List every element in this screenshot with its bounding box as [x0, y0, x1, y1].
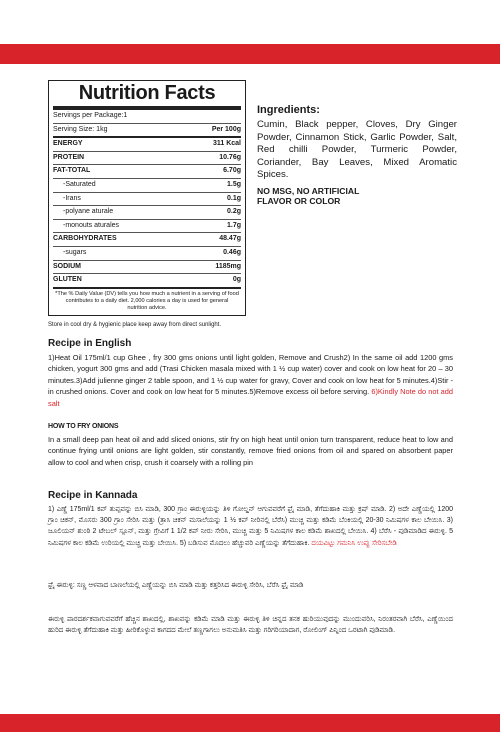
nutrient-row	[53, 233, 241, 247]
serving-size-row: Serving Size: 1kg Per 100g	[53, 124, 241, 139]
top-banner	[0, 0, 500, 67]
nutrition-facts-title: Nutrition Facts	[53, 81, 241, 110]
bottom-banner	[0, 700, 500, 750]
nutrient-label: PROTEIN	[53, 153, 85, 161]
nutrient-label: GLUTEN	[53, 276, 82, 284]
nutrient-row	[53, 261, 241, 275]
kannada-fry-heading: ಫ್ರೈ ಈರುಳ್ಳಿ: ಸಣ್ಣ ಆಳವಾದ ಬಾಣಲೆಯಲ್ಲಿ ಎಣ್ಣೆಯನ್ನು ಬಿಸಿ ಮಾಡಿ ಮತ್ತು ಕತ್ತರಿಸಿದ ಈರುಳ್ಳಿ ಸೇರಿಸಿ, ಬೆರೆಸಿ ಫ್ರೈ ಮಾಡಿ	[48, 582, 304, 589]
nutrient-row	[53, 274, 241, 289]
nutrient-row	[53, 152, 241, 166]
nutrient-value: 6.70g	[223, 167, 241, 175]
recipe-english-title: Recipe in English	[48, 338, 132, 349]
kannada-no-salt-note: ದಯವಿಟ್ಟು ಗಮನಿಸಿ ಉಪ್ಪು ಸೇರಿಸಬೇಡಿ	[311, 539, 397, 547]
recipe-kannada-text: 1) ಎಣ್ಣೆ 175ml/1 ಕಪ್ ತುಪ್ಪವನ್ನು ಬಿಸಿ ಮಾಡಿ, 300 ಗ್ರಾಂ ಈರುಳ್ಳಿಯನ್ನು ತಿಳಿ ಗೋಲ್ಡನ್ ಆಗುವವರೆಗೆ ಫ್ರೈ ಮಾಡಿ, ತೆಗೆದುಹಾಕಿ ಮತ್ತು ಕ್ರಷ್ ಮಾಡಿ. 2) ಅದೇ ಎಣ್ಣೆಯಲ್ಲಿ 1200 ಗ್ರಾಂ ಚಿಕನ್, ಮೊಸರು 300 ಗ್ರಾಂ ಸೇರಿಸಿ ಮತ್ತು (ತ್ರಾಸಿ ಚಿಕನ್ ಮಸಾಲೆಯನ್ನು 1 ½ ಕಪ್ ನೀರಿನಲ್ಲಿ ಬೆರೆಸಿ) ಮುಚ್ಚಿ ಮತ್ತು ಕಡಿಮೆ ಬೆಂಕಿಯಲ್ಲಿ 20-30 ನಿಮಿಷಗಳ ಕಾಲ ಬೇಯಿಸಿ. 3) ಜೂಲಿಯನ್ ಶುಂಠಿ 2 ಟೇಬಲ್ ಸ್ಪೂನ್, ಮತ್ತು ಗ್ರೇವಿಗೆ 1 1/2 ಕಪ್ ನೀರು ಸೇರಿಸಿ, ಮುಚ್ಚಿ ಮತ್ತು 5 ನಿಮಿಷಗಳ ಕಾಲ ಕಡಿಮೆ ಶಾಖದಲ್ಲಿ ಬೇಯಿಸಿ. 4) ಬೆರೆಸಿ - ಪುಡಿಮಾಡಿದ ಈರುಳ್ಳಿ. 5 ನಿಮಿಷಗಳ ಕಾಲ ಕಡಿಮೆ ಉರಿಯಲ್ಲಿ ಮುಚ್ಚಿ ಮತ್ತು ಬೇಯಿಸಿ. 5) ಬಡಿಸುವ ಮೊದಲು ಹೆಚ್ಚುವರಿ ಎಣ್ಣೆಯನ್ನು ತೆಗೆದುಹಾಕಿ. ದಯವಿಟ್ಟು ಗಮನಿಸಿ ಉಪ್ಪು ಸೇರಿಸಬೇಡಿ	[48, 506, 453, 547]
ingredients-section	[257, 104, 457, 207]
nutrient-label: -sugars	[63, 248, 87, 256]
nutrient-row	[53, 179, 241, 193]
top-red-stripe	[0, 44, 500, 64]
how-to-fry-title: HOW TO FRY ONIONS	[48, 423, 119, 430]
nutrient-row	[53, 165, 241, 179]
nutrient-row	[53, 193, 241, 207]
nutrient-row	[53, 220, 241, 234]
recipe-english-text: 1)Heat Oil 175ml/1 cup Ghee , fry 300 gms onions until light golden, Remove and Crush2) In the same oil add 1200 gms chicken, yogurt 300 gms and add (Trasi Chicken masala mixed with 1 ½ cup water) cover and cook on low heat for 20 – 30 minutes.3)Add julienne ginger 2 table spoon, and 1 ½ cup water for gravy, Cover and cook on low heat for 5 minutes.4)Stir -in crushed onions. Cover and cook on low heat for 5 minutes.5)Remove excess oil before serving. 6)Kindly Note do not add salt	[48, 353, 453, 408]
nutrient-label: -polyane aturale	[63, 208, 114, 216]
storage-note: Store in cool dry & hygienic place keep away from direct sunlight.	[48, 322, 222, 328]
nutrient-value: 1185mg	[215, 262, 241, 270]
ingredients-list: Cumin, Black pepper, Cloves, Dry Ginger Powder, Cinnamon Stick, Garlic Powder, Salt, Red chilli Powder, Turmeric Powder, Coriander, Bay Leaves, Mixed Aromatic Spices.	[257, 119, 457, 181]
nutrient-label: CARBOHYDRATES	[53, 235, 117, 243]
nutrient-row	[53, 206, 241, 220]
nutrient-label: -Saturated	[63, 180, 96, 188]
nutrient-value: 48.47g	[219, 235, 241, 243]
bottom-red-stripe	[0, 714, 500, 732]
servings-per-package: Servings per Package:1	[53, 110, 241, 124]
no-salt-note: 6)Kindly Note do not add salt	[48, 387, 453, 408]
nutrient-label: ENERGY	[53, 140, 83, 148]
nutrient-label: -Irans	[63, 194, 81, 202]
nutrient-label: SODIUM	[53, 262, 81, 270]
nutrient-value: 0g	[232, 276, 241, 284]
nutrient-value: 0.2g	[226, 208, 241, 216]
no-msg-notice: NO MSG, NO ARTIFICIAL FLAVOR OR COLOR	[257, 185, 360, 207]
nutrient-rows	[53, 138, 241, 289]
daily-value-footnote: *The % Daily Value (DV) tells you how much a nutrient in a serving of food contributes to a daily diet. 2,000 calories a day is used for general nutrition advice.	[55, 290, 239, 312]
nutrient-value: 1.5g	[226, 180, 241, 188]
nutrient-value: 0.1g	[226, 194, 241, 202]
nutrient-row	[53, 247, 241, 261]
nutrient-label: FAT-TOTAL	[53, 167, 91, 175]
nutrient-row	[53, 138, 241, 152]
nutrient-value: 1.7g	[226, 221, 241, 229]
nutrient-label: -monouts aturales	[63, 221, 120, 229]
how-to-fry-text: In a small deep pan heat oil and add sliced onions, stir fry on high heat until onion turn transparent, reduce heat to low and continue frying until onions are light golden, stir constantly, remove fried onions from oil and spared on absorbent paper allow to cool and when crisp, crush it coarsely with a rolling pin	[48, 435, 453, 467]
nutrient-value: 311 Kcal	[212, 140, 241, 148]
nutrition-facts-panel	[48, 80, 246, 316]
recipe-kannada-title: Recipe in Kannada	[48, 490, 138, 501]
nutrient-value: 0.46g	[223, 248, 241, 256]
ingredients-title: Ingredients:	[257, 104, 320, 116]
kannada-fry-text: ಈರುಳ್ಳಿ ಪಾರದರ್ಶಕವಾಗುವವರೆಗೆ ಹೆಚ್ಚಿನ ಶಾಖದಲ್ಲಿ, ಶಾಖವನ್ನು ಕಡಿಮೆ ಮಾಡಿ ಮತ್ತು ಈರುಳ್ಳಿ ತಿಳಿ ಚಿನ್ನದ ತನಕ ಹುರಿಯುವುದನ್ನು ಮುಂದುವರಿಸಿ, ನಿರಂತರವಾಗಿ ಬೆರೆಸಿ, ಎಣ್ಣೆಯಿಂದ ಹುರಿದ ಈರುಳ್ಳಿ ತೆಗೆದುಹಾಕಿ ಮತ್ತು ಹೀರಿಕೊಳ್ಳುವ ಕಾಗದದ ಮೇಲೆ ತಣ್ಣಗಾಗಲು ಅನುಮತಿಸಿ ಮತ್ತು ಗರಿಗರಿಯಾದಾಗ, ರೋಲಿಂಗ್ ಪಿನ್ನಿಂದ ಒರಟಾಗಿ ಪುಡಿಮಾಡಿ.	[48, 616, 453, 635]
nutrient-value: 10.76g	[219, 153, 241, 161]
